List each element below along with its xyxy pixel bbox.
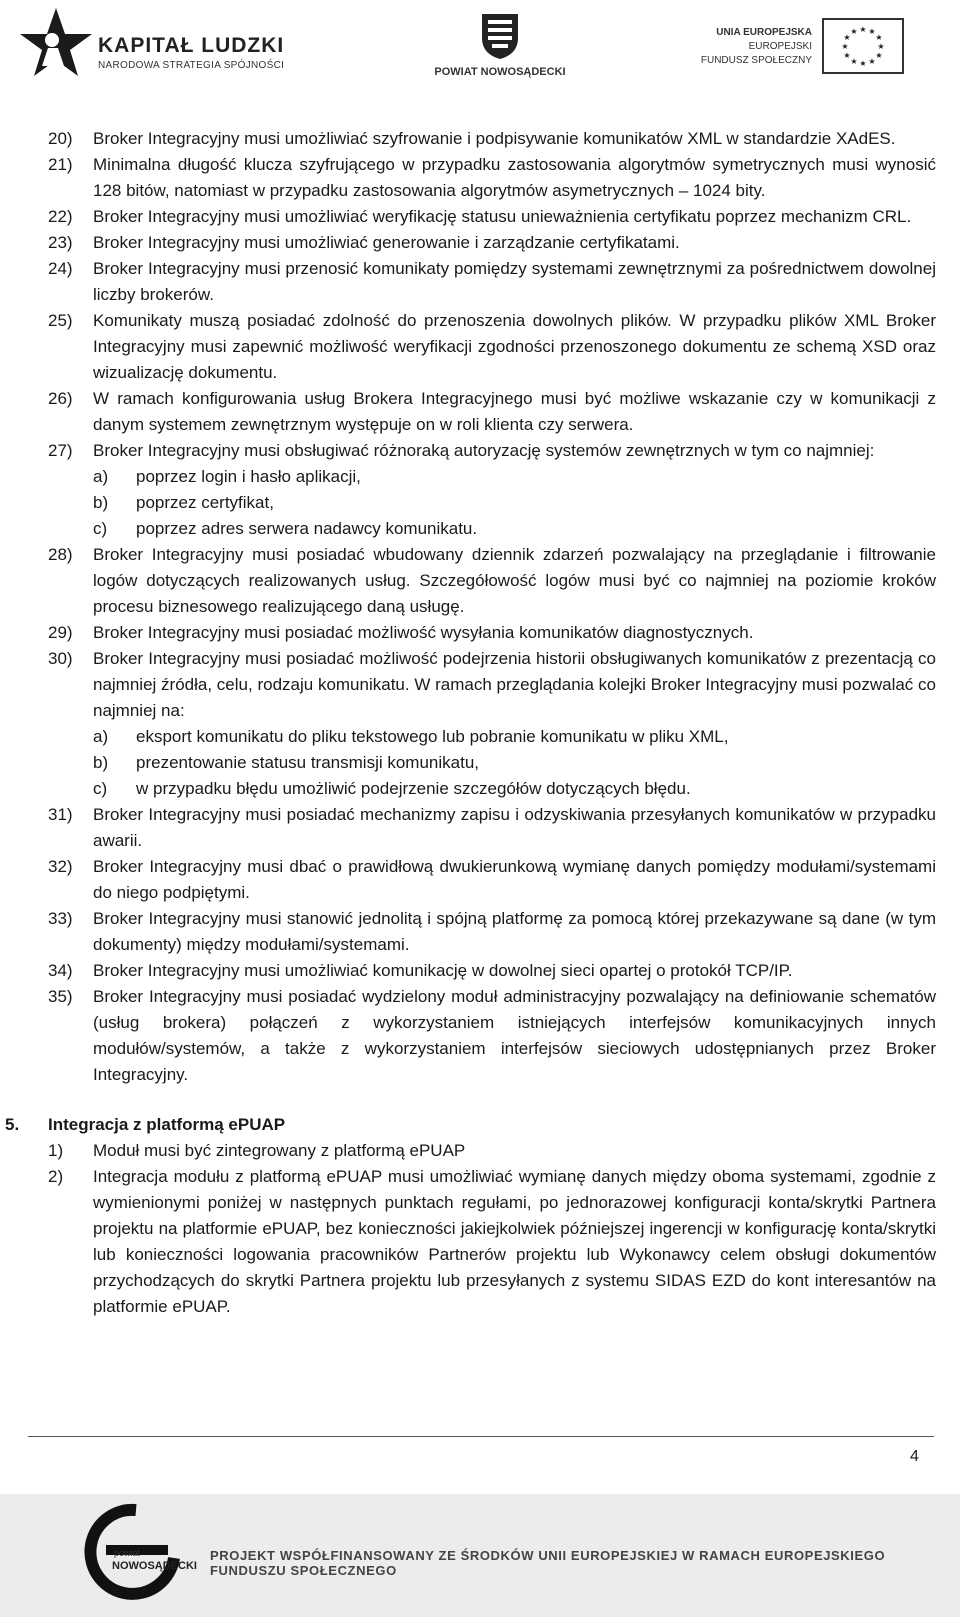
item-number: 20) <box>48 129 73 148</box>
item-text: Integracja modułu z platformą ePUAP musi umożliwiać wymianę danych między oboma systemami, zgodnie z wymienionymi poniżej w następnych punktach regułami, po jednorazowej konfiguracji konta/skrytki Partnera projektu na platformie ePUAP, bez konieczności jakiejkolwiek późniejszej ingerencji w konfigurację konta/skrytki lub konieczności logowania pracowników Partnerów projektu lub Wykonawcy celem obsługi dokumentów przychodzących do skrytki Partnera projektu lub przesyłanych z systemu SIDAS EZD do kont interesantów na platformie ePUAP. <box>93 1167 936 1316</box>
svg-text:★: ★ <box>850 27 858 36</box>
item-number: 28) <box>48 545 73 564</box>
page-header <box>0 0 960 100</box>
item-text: Broker Integracyjny musi przenosić komunikaty pomiędzy systemami zewnętrznymi za pośrednictwem dowolnej liczby brokerów. <box>93 259 936 304</box>
item-number: c) <box>93 779 108 798</box>
item-number: 35) <box>48 987 73 1006</box>
item-text: Komunikaty muszą posiadać zdolność do przenoszenia dowolnych plików. W przypadku plików XML Broker Integracyjny musi zapewnić możliwość weryfikacji zgodności przenoszonego dokumentu ze schemą XSD oraz wizualizację dokumentu. <box>93 311 936 382</box>
item-number: 33) <box>48 909 73 928</box>
item-text: Broker Integracyjny musi umożliwiać komunikację w dowolnej sieci opartej o protokół TCP/IP. <box>93 961 793 980</box>
logo-small-text: powiat <box>114 1548 141 1558</box>
sub-list-item <box>0 724 960 750</box>
sub-list-item <box>0 776 960 802</box>
page-number: 4 <box>910 1448 919 1465</box>
item-text: Broker Integracyjny musi posiadać możliwość podejrzenia historii obsługiwanych komunikatów z prezentacją co najmniej źródła, celu, rodzaju komunikatu. W ramach przeglądania kolejki Broker Integracyjny musi pozwalać co najmniej na: <box>93 649 936 720</box>
footer-band <box>0 1494 960 1617</box>
item-number: a) <box>93 467 109 486</box>
item-text: Broker Integracyjny musi obsługiwać różnoraką autoryzację systemów zewnętrznych w tym co najmniej: <box>93 441 875 460</box>
sub-list-item <box>0 464 960 490</box>
kapital-ludzki-title: KAPITAŁ LUDZKI <box>98 34 285 57</box>
item-text: Moduł musi być zintegrowany z platformą ePUAP <box>93 1141 466 1160</box>
list-item <box>0 1138 960 1164</box>
list-item <box>0 958 960 984</box>
list-item <box>0 984 960 1088</box>
list-item <box>0 230 960 256</box>
svg-text:★: ★ <box>868 57 876 66</box>
powiat-logo <box>430 12 570 82</box>
list-item <box>0 126 960 152</box>
list-item <box>0 204 960 230</box>
sub-list-item <box>0 516 960 542</box>
footer-rule <box>28 1436 934 1437</box>
svg-text:★: ★ <box>875 33 883 42</box>
item-text: Broker Integracyjny musi umożliwiać weryfikację statusu unieważnienia certyfikatu poprzez mechanizm CRL. <box>93 207 912 226</box>
list-item <box>0 906 960 958</box>
item-number: 27) <box>48 441 73 460</box>
svg-text:★: ★ <box>841 42 849 51</box>
eu-logo <box>700 18 940 80</box>
kapital-ludzki-subtitle: NARODOWA STRATEGIA SPÓJNOŚCI <box>98 60 285 71</box>
list-item <box>0 854 960 906</box>
list-item <box>0 646 960 724</box>
svg-text:★: ★ <box>843 51 851 60</box>
item-number: 26) <box>48 389 73 408</box>
svg-text:★: ★ <box>877 42 885 51</box>
eu-flag-icon <box>822 18 904 74</box>
item-number: b) <box>93 493 109 512</box>
eu-text <box>700 26 812 68</box>
item-text: Broker Integracyjny musi dbać o prawidłową dwukierunkową wymianę danych pomiędzy modułami/systemami do niego podpiętymi. <box>93 857 936 902</box>
list-item <box>0 542 960 620</box>
svg-text:★: ★ <box>850 57 858 66</box>
item-number: 30) <box>48 649 73 668</box>
powiat-e-logo <box>76 1500 197 1604</box>
list-item <box>0 256 960 308</box>
item-text: Broker Integracyjny musi posiadać wbudowany dziennik zdarzeń pozwalający na przeglądanie i filtrowanie logów dotyczących realizowanych usług. Szczegółowość logów musi być co najmniej na poziomie kroków procesu biznesowego realizującego daną usługę. <box>93 545 936 616</box>
svg-text:★: ★ <box>859 25 867 34</box>
sub-list-item <box>0 750 960 776</box>
list-item <box>0 1164 960 1320</box>
svg-text:★: ★ <box>843 33 851 42</box>
item-text: Broker Integracyjny musi stanowić jednolitą i spójną platformę za pomocą której przekazywane są dane (w tym dokumenty) między modułami/systemami. <box>93 909 936 954</box>
item-text: Broker Integracyjny musi umożliwiać generowanie i zarządzanie certyfikatami. <box>93 233 680 252</box>
item-text: Integracja z platformą ePUAP <box>48 1115 286 1134</box>
item-text: Broker Integracyjny musi umożliwiać szyfrowanie i podpisywanie komunikatów XML w standardzie XAdES. <box>93 129 896 148</box>
item-text: Broker Integracyjny musi posiadać wydzielony moduł administracyjny pozwalający na definiowanie schematów (usług brokera) połączeń z wykorzystaniem istniejących interfejsów komunikacyjnych innych modułów/systemów, a także z wykorzystaniem interfejsów sieciowych udostępnianych przez Broker Integracyjny. <box>93 987 936 1084</box>
eu-line-1: UNIA EUROPEJSKA <box>716 27 812 38</box>
eu-line-2: EUROPEJSKI <box>748 41 812 52</box>
item-text: poprzez adres serwera nadawcy komunikatu. <box>136 519 478 538</box>
list-item <box>0 386 960 438</box>
document-body <box>0 126 960 1320</box>
list-item <box>0 802 960 854</box>
powiat-name: POWIAT NOWOSĄDECKI <box>434 66 566 78</box>
kapital-ludzki-logo <box>18 4 298 84</box>
item-text: Broker Integracyjny musi posiadać możliwość wysyłania komunikatów diagnostycznych. <box>93 623 754 642</box>
item-text: W ramach konfigurowania usług Brokera Integracyjnego musi być możliwe wskazanie czy w komunikacji z danym systemem zewnętrznym występuje on w roli klienta czy serwera. <box>93 389 936 434</box>
item-number: 34) <box>48 961 73 980</box>
cofinancing-text: PROJEKT WSPÓŁFINANSOWANY ZE ŚRODKÓW UNII EUROPEJSKIEJ W RAMACH EUROPEJSKIEGO FUNDUSZU SPOŁECZNEGO <box>210 1548 886 1578</box>
item-text: eksport komunikatu do pliku tekstowego lub pobranie komunikatu w pliku XML, <box>136 727 729 746</box>
kapital-ludzki-star-icon <box>18 4 94 88</box>
item-number: 1) <box>48 1141 64 1160</box>
item-text: w przypadku błędu umożliwić podejrzenie szczegółów dotyczących błędu. <box>136 779 691 798</box>
item-number: 29) <box>48 623 73 642</box>
item-text: Broker Integracyjny musi posiadać mechanizmy zapisu i odzyskiwania przesyłanych komunikatów w przypadku awarii. <box>93 805 936 850</box>
list-item <box>0 620 960 646</box>
svg-text:★: ★ <box>859 59 867 68</box>
item-number: 32) <box>48 857 73 876</box>
item-number: c) <box>93 519 108 538</box>
item-text: poprzez certyfikat, <box>136 493 274 512</box>
section-heading <box>0 1112 960 1138</box>
coat-of-arms-icon <box>480 12 520 60</box>
logo-big-text: NOWOSĄDECKI <box>112 1560 197 1572</box>
item-number: 31) <box>48 805 73 824</box>
item-number: 21) <box>48 155 73 174</box>
item-number: 5. <box>5 1115 20 1134</box>
item-text: Minimalna długość klucza szyfrującego w przypadku zastosowania algorytmów symetrycznych musi wynosić 128 bitów, natomiast w przypadku zastosowania algorytmów asymetrycznych – 1024 bity. <box>93 155 936 200</box>
item-number: 22) <box>48 207 73 226</box>
item-number: b) <box>93 753 109 772</box>
list-item <box>0 438 960 464</box>
list-item <box>0 152 960 204</box>
item-number: 25) <box>48 311 73 330</box>
item-text: poprzez login i hasło aplikacji, <box>136 467 361 486</box>
item-number: 2) <box>48 1167 64 1186</box>
item-number: a) <box>93 727 109 746</box>
sub-list-item <box>0 490 960 516</box>
item-text: prezentowanie statusu transmisji komunikatu, <box>136 753 479 772</box>
item-number: 24) <box>48 259 73 278</box>
svg-text:★: ★ <box>875 51 883 60</box>
svg-text:★: ★ <box>868 27 876 36</box>
eu-line-3: FUNDUSZ SPOŁECZNY <box>700 55 812 66</box>
list-item <box>0 308 960 386</box>
item-number: 23) <box>48 233 73 252</box>
